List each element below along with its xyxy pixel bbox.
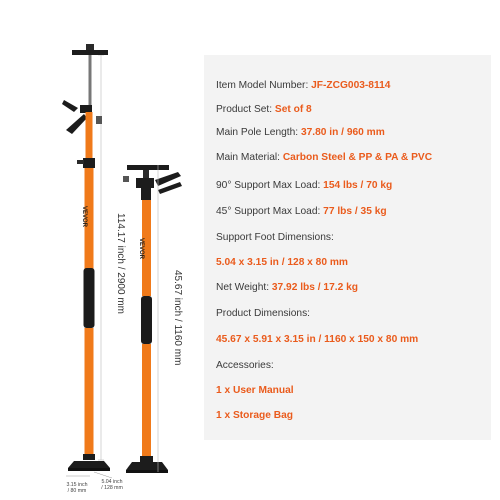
brand-logo-short: VEVOR bbox=[138, 238, 144, 260]
short-foam-grip bbox=[141, 296, 152, 344]
spec-product-dims-label: Product Dimensions: bbox=[216, 308, 310, 319]
short-height-label: 45.67 inch / 1160 mm bbox=[172, 270, 183, 366]
spec-support-90: 90° Support Max Load: 154 lbs / 70 kg bbox=[216, 180, 393, 191]
spec-accessory-user-manual: 1 x User Manual bbox=[216, 385, 294, 396]
tall-foam-grip bbox=[84, 268, 95, 328]
spec-net-weight: Net Weight: 37.92 lbs / 17.2 kg bbox=[216, 282, 358, 293]
short-foot-base bbox=[126, 462, 168, 470]
brand-logo-tall: VEVOR bbox=[81, 206, 87, 228]
short-top-plate bbox=[127, 165, 169, 170]
spec-support-45: 45° Support Max Load: 77 lbs / 35 kg bbox=[216, 206, 387, 217]
foot-width-b-label: 5.04 inch / 128 mm bbox=[101, 479, 123, 491]
tall-lock-collar bbox=[83, 158, 95, 168]
spec-item-model: Item Model Number: JF-ZCG003-8114 bbox=[216, 80, 391, 91]
spec-accessories-label: Accessories: bbox=[216, 360, 274, 371]
spec-main-material: Main Material: Carbon Steel & PP & PA & PVC bbox=[216, 152, 433, 163]
tall-upper-tube bbox=[86, 112, 93, 164]
tall-top-plate bbox=[72, 50, 108, 55]
tall-support-pole bbox=[62, 44, 110, 471]
tall-height-label: 114.17 inch / 2900 mm bbox=[115, 213, 126, 314]
tall-clamp-handle bbox=[62, 100, 78, 112]
spec-accessory-storage-bag: 1 x Storage Bag bbox=[216, 410, 293, 421]
spec-main-pole-length: Main Pole Length: 37.80 in / 960 mm bbox=[216, 127, 385, 138]
spec-support-foot-label: Support Foot Dimensions: bbox=[216, 232, 334, 243]
spec-product-dims-value: 45.67 x 5.91 x 3.15 in / 1160 x 150 x 80 mm bbox=[216, 334, 419, 345]
tall-height-dimension-line bbox=[98, 55, 104, 460]
tall-inner-rod bbox=[89, 55, 92, 110]
spec-support-foot-value: 5.04 x 3.15 in / 128 x 80 mm bbox=[216, 257, 348, 268]
tall-foot-base bbox=[68, 461, 110, 468]
tall-lower-tube bbox=[85, 328, 94, 456]
foot-width-a-label: 3.15 inch / 80 mm bbox=[66, 482, 88, 494]
foot-dimension-lines bbox=[66, 472, 112, 478]
spec-product-set: Product Set: Set of 8 bbox=[216, 104, 312, 115]
short-lower-tube bbox=[142, 344, 151, 458]
